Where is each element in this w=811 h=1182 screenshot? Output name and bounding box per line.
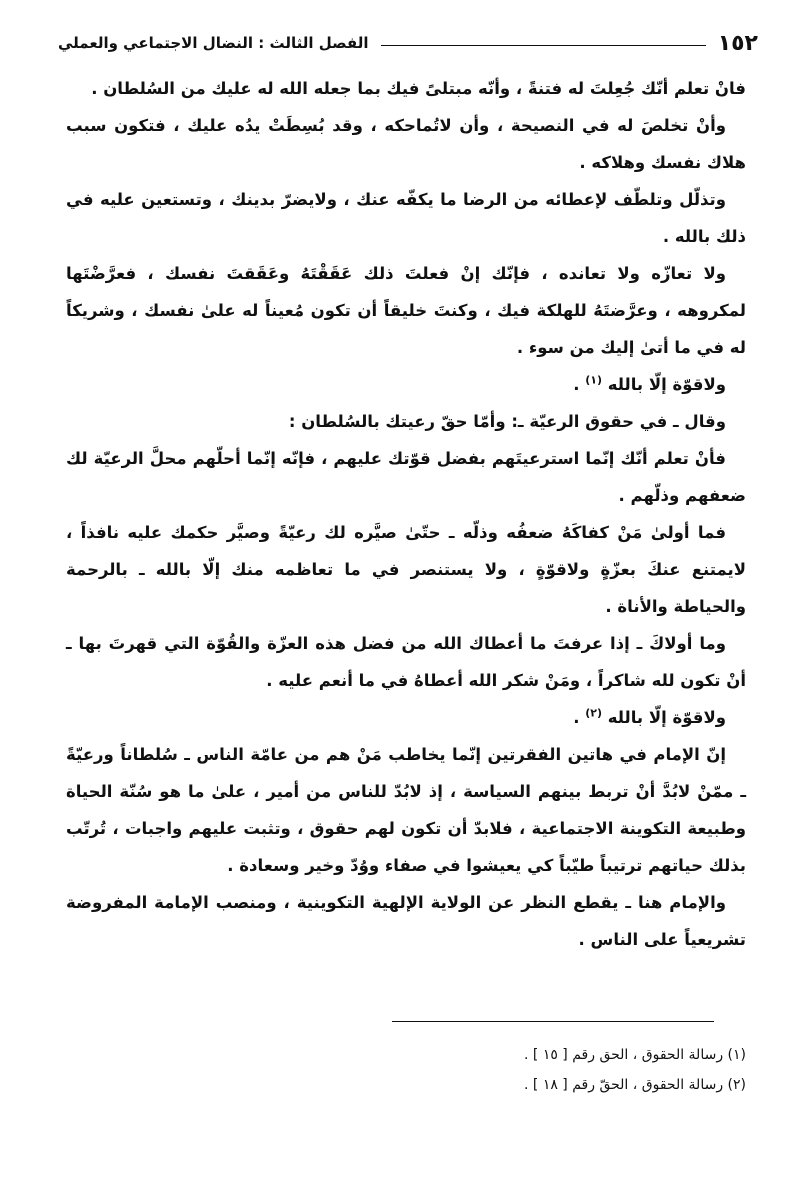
running-title: الفصل الثالث : النضال الاجتماعي والعملي: [58, 34, 369, 52]
body-text: [66, 70, 746, 958]
footnote-1: (١) رسالة الحقوق ، الحق رقم [ ١٥ ] .: [524, 1047, 746, 1063]
footnote-ref-2: (٢): [585, 706, 603, 720]
paragraph-10-text: ولاقوّة إلّا بالله: [607, 708, 726, 727]
paragraph-2: وأنْ تخلصَ له في النصيحة ، وأن لاتُماحكه ، وقد بُسِطَتْ يدُه عليك ، فتكون سبب هلاك نفسك وهلاكه .: [66, 116, 746, 172]
page-number: ١٥٢: [717, 30, 758, 56]
paragraph-12: والإمام هنا ـ يقطع النظر عن الولاية الإلهية التكوينية ، ومنصب الإمامة المفروضة تشريعياً على الناس .: [66, 893, 746, 949]
paragraph-6: وقال ـ في حقوق الرعيّة ـ: وأمّا حقّ رعيتك بالسُلطان :: [288, 412, 726, 431]
footnote-rule: [392, 1021, 714, 1022]
paragraph-8: فما أولىٰ مَنْ كفاكَهُ ضعفُه وذلّه ـ حتّىٰ صيَّره لك رعيّةً وصيَّر حكمك عليه نافذاً ، لايمتنع عنكَ بعزّةٍ ولاقوّةٍ ، ولا يستنصر في ما تعاظمه منك إلّا بالله ـ بالرحمة والحياطة والأناة .: [66, 523, 746, 616]
paragraph-5-text: ولاقوّة إلّا بالله: [607, 375, 726, 394]
paragraph-10: [66, 699, 746, 736]
paragraph-4: ولا تعازّه ولا تعانده ، فإنّك إنْ فعلتَ ذلك عَقَقْتَهُ وعَقَقتَ نفسك ، فعرَّضْتَها لمكروهه ، وعرَّضتَهُ للهلكة فيك ، وكنتَ خليقاً أن تكون مُعيناً له علىٰ نفسك ، وشريكاً له في ما أتىٰ إليك من سوء .: [66, 264, 746, 357]
page-header: [58, 28, 758, 58]
paragraph-11: إنّ الإمام في هاتين الفقرتين إنّما يخاطب مَنْ هم من عامّة الناس ـ سُلطاناً ورعيّةً ـ ممّنْ لابُدَّ أنْ تربط بينهم السياسة ، إذ لابُدّ للناس من أمير ، علىٰ ما هو سُنّة الحياة وطبيعة التكوينة الاجتماعية ، فلابدّ أن تكون لهم حقوق ، وتثبت عليهم واجبات ، تُرتّب بذلك حياتهم ترتيباً طيّباً كي يعيشوا في صفاء ووُدّ وخير وسعادة .: [66, 745, 746, 875]
paragraph-9: وما أولاكَ ـ إذا عرفتَ ما أعطاك الله من فضل هذه العزّة والقُوّة التي قهرتَ بها ـ أنْ تكون لله شاكراً ، ومَنْ شكر الله أعطاهُ في ما أنعم عليه .: [66, 634, 746, 690]
header-rule: [381, 45, 706, 46]
paragraph-5-end: .: [573, 375, 586, 394]
footnotes: [66, 1040, 746, 1100]
paragraph-10-end: .: [573, 708, 586, 727]
paragraph-3: وتذلّل وتلطّف لإعطائه من الرضا ما يكفّه عنك ، ولايضرّ بدينك ، وتستعين عليه في ذلك بالله .: [66, 190, 746, 246]
paragraph-1: فانْ تعلم أنّك جُعِلتَ له فتنةً ، وأنّه مبتلىً فيك بما جعله الله له عليك من السُلطان .: [91, 79, 746, 98]
paragraph-5: [66, 366, 746, 403]
footnote-ref-1: (١): [585, 373, 603, 387]
paragraph-7: فأنْ تعلم أنّك إنّما استرعيتَهم بفضل قوّتك عليهم ، فإنّه إنّما أحلّهم محلَّ الرعيّة لك ضعفهم وذلّهم .: [66, 449, 746, 505]
footnote-2: (٢) رسالة الحقوق ، الحقّ رقم [ ١٨ ] .: [524, 1077, 746, 1093]
